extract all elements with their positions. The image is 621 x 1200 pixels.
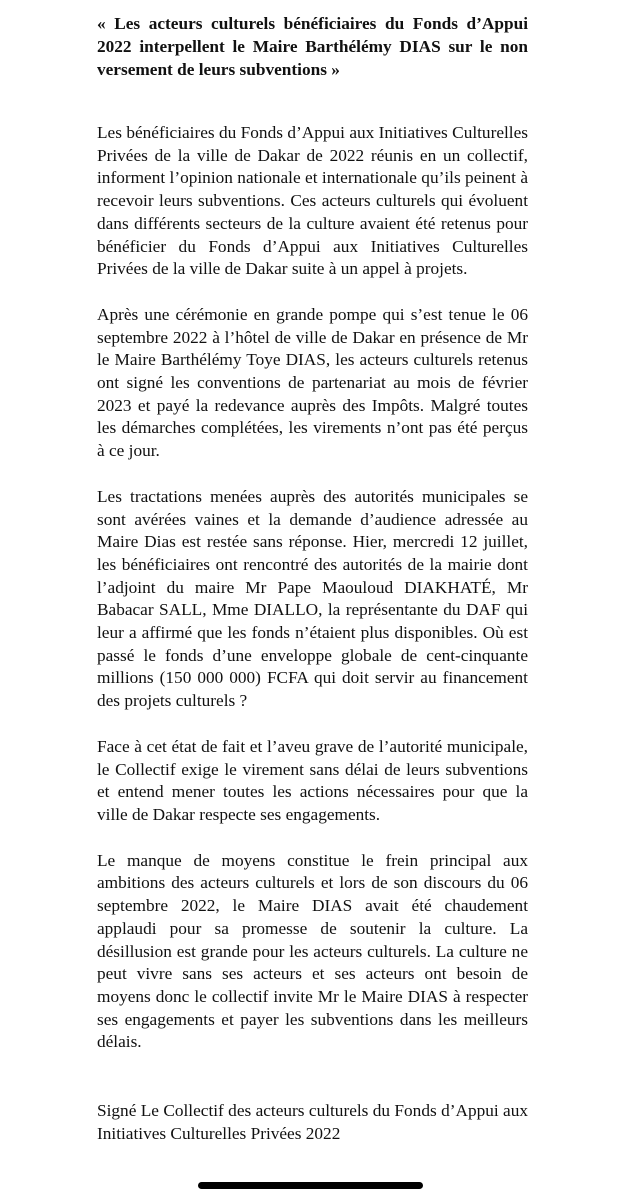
- paragraph-demands: Face à cet état de fait et l’aveu grave de l’autorité municipale, le Collectif exige le virement sans délai de leurs subventions et entend mener toutes les actions nécessaires pour que la ville de Dakar respecte ses engagements.: [97, 736, 528, 824]
- document-page: [97, 12, 528, 1145]
- home-indicator[interactable]: [198, 1182, 423, 1189]
- paragraph-ceremony: Après une cérémonie en grande pompe qui s’est tenue le 06 septembre 2022 à l’hôtel de ville de Dakar en présence de Mr le Maire Barthélémy Toye DIAS, les acteurs culturels retenus ont signé les conventions de partenariat au mois de février 2023 et payé la redevance auprès des Impôts. Malgré toutes les démarches complétées, les virements n’ont pas été perçus à ce jour.: [97, 304, 528, 461]
- document-title: « Les acteurs culturels bénéficiaires du Fonds d’Appui 2022 interpellent le Maire Barthélémy DIAS sur le non versement de leurs subventions »: [97, 14, 528, 79]
- paragraph-conclusion: Le manque de moyens constitue le frein principal aux ambitions des acteurs culturels et lors de son discours du 06 septembre 2022, le Maire DIAS avait été chaudement applaudi pour sa promesse de soutenir la culture. La désillusion est grande pour les acteurs culturels. La culture ne peut vivre sans ses acteurs et ses acteurs ont besoin de moyens donc le collectif invite Mr le Maire DIAS à respecter ses engagements et payer les subventions dans les meilleurs délais.: [97, 850, 528, 1052]
- paragraph-beneficiaries: Les bénéficiaires du Fonds d’Appui aux Initiatives Culturelles Privées de la ville de Dakar de 2022 réunis en un collectif, informent l’opinion nationale et internationale qu’ils peinent à recevoir leurs subventions. Ces acteurs culturels qui évoluent dans différents secteurs de la culture avaient été retenus pour bénéficier du Fonds d’Appui aux Initiatives Culturelles Privées de la ville de Dakar suite à un appel à projets.: [97, 123, 528, 279]
- paragraph-negotiations: Les tractations menées auprès des autorités municipales se sont avérées vaines et la demande d’audience adressée au Maire Dias est restée sans réponse. Hier, mercredi 12 juillet, les bénéficiaires ont rencontré des autorités de la mairie dont l’adjoint du maire Mr Pape Maouloud DIAKHATÉ, Mr Babacar SALL, Mme DIALLO, la représentante du DAF qui leur a affirmé que les fonds n’étaient plus disponibles. Où est passé le fonds d’une enveloppe globale de cent-cinquante millions (150 000 000) FCFA qui doit servir au financement des projets culturels ?: [97, 486, 528, 711]
- signature: Signé Le Collectif des acteurs culturels du Fonds d’Appui aux Initiatives Culturelles Privées 2022: [97, 1101, 528, 1143]
